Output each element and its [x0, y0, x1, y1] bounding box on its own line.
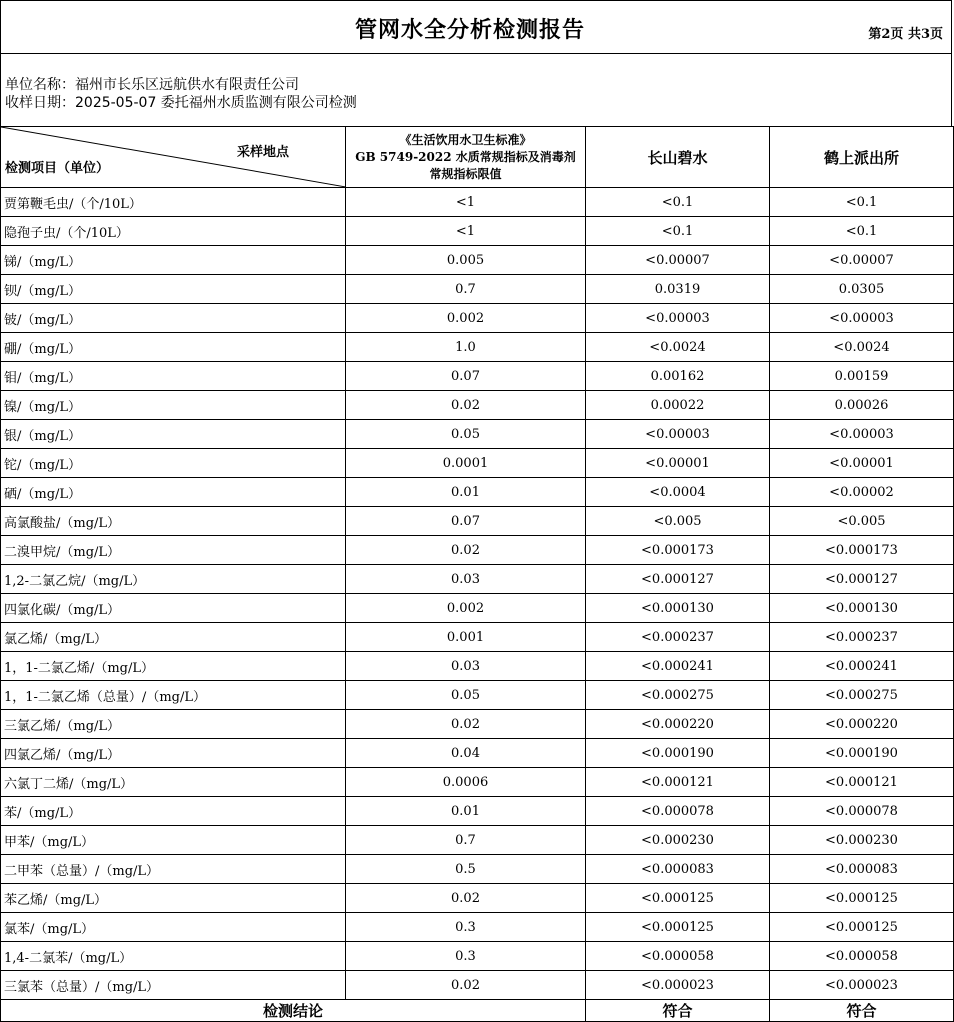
item-cell: 硒/（mg/L） [1, 478, 346, 507]
table-row [1, 565, 954, 594]
limit-cell: 0.02 [346, 971, 586, 1000]
limit-cell: 0.0001 [346, 449, 586, 478]
limit-cell: 0.02 [346, 391, 586, 420]
table-row [1, 391, 954, 420]
table-row [1, 507, 954, 536]
site1-value-cell: <0.000275 [586, 681, 770, 710]
item-cell: 银/（mg/L） [1, 420, 346, 449]
limit-cell: 0.5 [346, 855, 586, 884]
item-cell: 1，1-二氯乙烯（总量）/（mg/L） [1, 681, 346, 710]
site2-value-cell: <0.005 [770, 507, 954, 536]
table-row [1, 710, 954, 739]
item-cell: 二甲苯（总量）/（mg/L） [1, 855, 346, 884]
sample-date: 收样日期：2025-05-07 委托福州水质监测有限公司检测 [5, 95, 357, 111]
limit-cell: 0.04 [346, 739, 586, 768]
site1-value-cell: <0.000125 [586, 913, 770, 942]
unit-name: 单位名称：福州市长乐区远航供水有限责任公司 [5, 77, 299, 93]
site1-value-cell: <0.000130 [586, 594, 770, 623]
limit-cell: 0.7 [346, 275, 586, 304]
limit-cell: 0.05 [346, 420, 586, 449]
item-cell: 三氯苯（总量）/（mg/L） [1, 971, 346, 1000]
limit-cell: <1 [346, 188, 586, 217]
item-cell: 1,2-二氯乙烷/（mg/L） [1, 565, 346, 594]
site1-value-cell: <0.000173 [586, 536, 770, 565]
site2-value-cell: <0.00003 [770, 420, 954, 449]
site1-value-cell: <0.000121 [586, 768, 770, 797]
site1-value-cell: <0.0024 [586, 333, 770, 362]
table-row [1, 884, 954, 913]
site1-value-cell: <0.00001 [586, 449, 770, 478]
limit-cell: 0.7 [346, 826, 586, 855]
site2-value-cell: <0.000121 [770, 768, 954, 797]
limit-cell: 0.005 [346, 246, 586, 275]
site2-value-cell: <0.0024 [770, 333, 954, 362]
table-row [1, 275, 954, 304]
item-cell: 四氯化碳/（mg/L） [1, 594, 346, 623]
site1-value-cell: <0.0004 [586, 478, 770, 507]
results-table [0, 126, 954, 1022]
limit-cell: 0.03 [346, 652, 586, 681]
table-header-row [1, 127, 954, 188]
site1-value-cell: <0.1 [586, 217, 770, 246]
site2-value-cell: <0.00001 [770, 449, 954, 478]
site2-value-cell: <0.000237 [770, 623, 954, 652]
limit-cell: 0.0006 [346, 768, 586, 797]
item-cell: 六氯丁二烯/（mg/L） [1, 768, 346, 797]
site1-value-cell: <0.000058 [586, 942, 770, 971]
limit-cell: 0.3 [346, 942, 586, 971]
limit-cell: 0.03 [346, 565, 586, 594]
item-cell: 贾第鞭毛虫/（个/10L） [1, 188, 346, 217]
limit-cell: 0.02 [346, 536, 586, 565]
site2-value-cell: <0.000125 [770, 913, 954, 942]
site2-value-cell: 0.00026 [770, 391, 954, 420]
table-row [1, 594, 954, 623]
site1-value-cell: <0.000190 [586, 739, 770, 768]
item-cell: 钡/（mg/L） [1, 275, 346, 304]
site2-value-cell: <0.000275 [770, 681, 954, 710]
page-info: 第2页 共3页 [868, 27, 943, 42]
table-row [1, 420, 954, 449]
table-row [1, 797, 954, 826]
table-row [1, 739, 954, 768]
table-row [1, 768, 954, 797]
site2-value-cell: <0.00003 [770, 304, 954, 333]
site1-value-cell: <0.000023 [586, 971, 770, 1000]
table-row [1, 942, 954, 971]
limit-cell: 0.01 [346, 478, 586, 507]
item-cell: 镍/（mg/L） [1, 391, 346, 420]
site1-value-cell: <0.005 [586, 507, 770, 536]
limit-cell: 0.05 [346, 681, 586, 710]
table-row [1, 652, 954, 681]
standard-header-line2: GB 5749-2022 水质常规指标及消毒剂 [355, 149, 576, 164]
item-cell: 高氯酸盐/（mg/L） [1, 507, 346, 536]
table-row [1, 855, 954, 884]
site1-value-cell: 0.00162 [586, 362, 770, 391]
table-row [1, 478, 954, 507]
item-cell: 锑/（mg/L） [1, 246, 346, 275]
site2-value-cell: <0.000125 [770, 884, 954, 913]
site2-value-cell: <0.1 [770, 217, 954, 246]
standard-header [346, 127, 586, 188]
site2-value-cell: <0.000127 [770, 565, 954, 594]
limit-cell: <1 [346, 217, 586, 246]
table-row [1, 449, 954, 478]
item-cell: 氯苯/（mg/L） [1, 913, 346, 942]
site1-value-cell: 0.00022 [586, 391, 770, 420]
report-meta [0, 54, 952, 126]
site1-conclusion: 符合 [586, 1000, 770, 1022]
site1-value-cell: <0.000078 [586, 797, 770, 826]
site1-value-cell: <0.00003 [586, 304, 770, 333]
table-row [1, 362, 954, 391]
site1-value-cell: <0.000230 [586, 826, 770, 855]
table-row [1, 217, 954, 246]
site1-value-cell: <0.000220 [586, 710, 770, 739]
conclusion-label: 检测结论 [1, 1000, 586, 1022]
site2-value-cell: <0.000230 [770, 826, 954, 855]
site2-header: 鹤上派出所 [770, 127, 954, 188]
item-cell: 甲苯/（mg/L） [1, 826, 346, 855]
site1-value-cell: <0.00007 [586, 246, 770, 275]
limit-cell: 0.3 [346, 913, 586, 942]
item-cell: 硼/（mg/L） [1, 333, 346, 362]
site1-value-cell: <0.000125 [586, 884, 770, 913]
item-cell: 铍/（mg/L） [1, 304, 346, 333]
item-cell: 1，1-二氯乙烯/（mg/L） [1, 652, 346, 681]
item-cell: 苯乙烯/（mg/L） [1, 884, 346, 913]
site1-value-cell: <0.00003 [586, 420, 770, 449]
table-row [1, 681, 954, 710]
site1-value-cell: <0.000083 [586, 855, 770, 884]
table-row [1, 623, 954, 652]
site2-value-cell: 0.0305 [770, 275, 954, 304]
table-row [1, 333, 954, 362]
item-cell: 苯/（mg/L） [1, 797, 346, 826]
site2-value-cell: <0.000173 [770, 536, 954, 565]
limit-cell: 0.002 [346, 304, 586, 333]
limit-cell: 0.001 [346, 623, 586, 652]
limit-cell: 0.07 [346, 362, 586, 391]
corner-header-cell [1, 127, 346, 188]
sampling-site-label: 采样地点 [237, 145, 290, 160]
site1-value-cell: <0.000127 [586, 565, 770, 594]
item-cell: 钼/（mg/L） [1, 362, 346, 391]
table-row [1, 971, 954, 1000]
site2-conclusion: 符合 [770, 1000, 954, 1022]
site1-value-cell: <0.000241 [586, 652, 770, 681]
site2-value-cell: <0.00007 [770, 246, 954, 275]
site2-value-cell: <0.000083 [770, 855, 954, 884]
site2-value-cell: <0.1 [770, 188, 954, 217]
item-cell: 1,4-二氯苯/（mg/L） [1, 942, 346, 971]
item-cell: 三氯乙烯/（mg/L） [1, 710, 346, 739]
site2-value-cell: <0.000190 [770, 739, 954, 768]
site2-value-cell: <0.000023 [770, 971, 954, 1000]
item-cell: 四氯乙烯/（mg/L） [1, 739, 346, 768]
site2-value-cell: <0.00002 [770, 478, 954, 507]
conclusion-row [1, 1000, 954, 1022]
limit-cell: 1.0 [346, 333, 586, 362]
site2-value-cell: <0.000241 [770, 652, 954, 681]
limit-cell: 0.002 [346, 594, 586, 623]
limit-cell: 0.07 [346, 507, 586, 536]
site2-value-cell: <0.000130 [770, 594, 954, 623]
item-cell: 二溴甲烷/（mg/L） [1, 536, 346, 565]
site1-value-cell: 0.0319 [586, 275, 770, 304]
table-row [1, 304, 954, 333]
site1-value-cell: <0.1 [586, 188, 770, 217]
item-cell: 氯乙烯/（mg/L） [1, 623, 346, 652]
site1-header: 长山碧水 [586, 127, 770, 188]
report-title: 管网水全分析检测报告 [354, 17, 585, 43]
site2-value-cell: 0.00159 [770, 362, 954, 391]
table-row [1, 188, 954, 217]
table-row [1, 913, 954, 942]
limit-cell: 0.01 [346, 797, 586, 826]
site2-value-cell: <0.000220 [770, 710, 954, 739]
limit-cell: 0.02 [346, 710, 586, 739]
table-row [1, 826, 954, 855]
site1-value-cell: <0.000237 [586, 623, 770, 652]
limit-cell: 0.02 [346, 884, 586, 913]
test-item-label: 检测项目（单位） [5, 161, 110, 176]
table-row [1, 536, 954, 565]
site2-value-cell: <0.000078 [770, 797, 954, 826]
standard-header-line3: 常规指标限值 [429, 166, 502, 181]
item-cell: 隐孢子虫/（个/10L） [1, 217, 346, 246]
standard-header-line1: 《生活饮用水卫生标准》 [399, 132, 532, 147]
report-header [0, 0, 952, 54]
site2-value-cell: <0.000058 [770, 942, 954, 971]
item-cell: 铊/（mg/L） [1, 449, 346, 478]
table-row [1, 246, 954, 275]
